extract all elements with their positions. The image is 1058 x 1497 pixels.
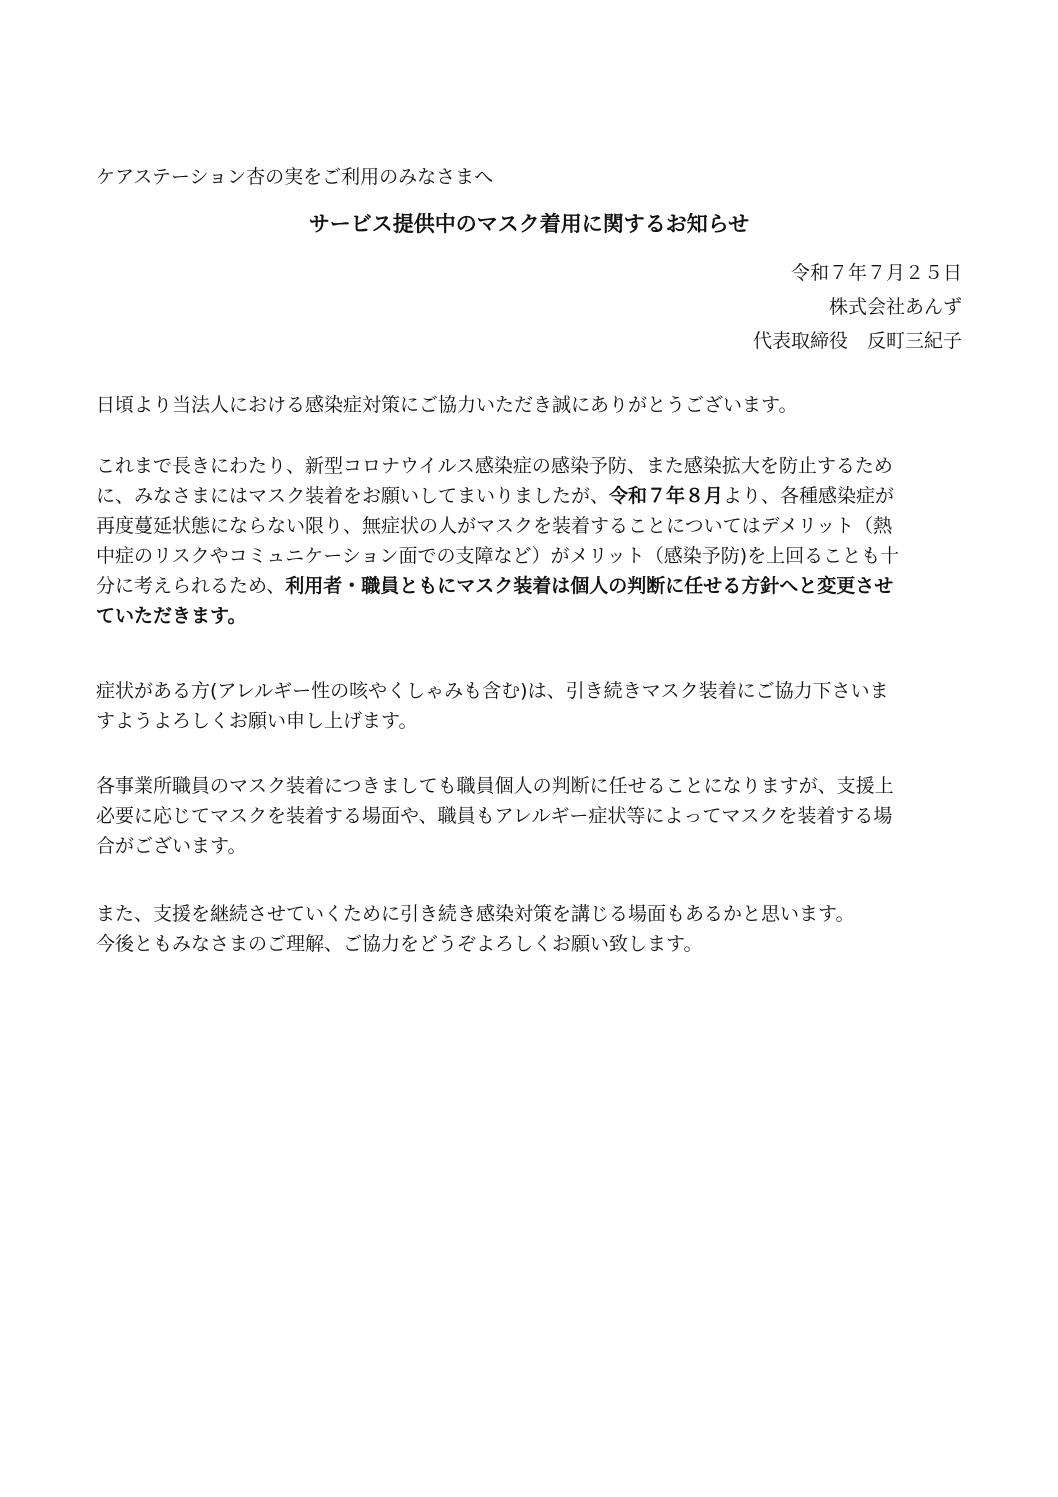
greeting-paragraph: 日頃より当法人における感染症対策にご協力いただき誠にありがとうございます。 [96, 394, 798, 416]
addressee-line: ケアステーション杏の実をご利用のみなさまへ [96, 166, 494, 188]
symptom-paragraph [96, 676, 966, 736]
staff-line-1: 各事業所職員のマスク装着につきましても職員個人の判断に任せることになりますが、支援上 [96, 775, 894, 797]
main-line-1: これまで長きにわたり、新型コロナウイルス感染症の感染予防、また感染拡大を防止するため [96, 455, 893, 477]
main-line-2 [96, 481, 966, 511]
main-line-3: 再度蔓延状態にならない限り、無症状の人がマスクを装着することについてはデメリット（熱 [96, 515, 893, 537]
symptom-line-2: すようよろしくお願い申し上げます。 [96, 710, 418, 732]
staff-line-3: 合がございます。 [96, 835, 247, 857]
policy-change-emphasis: 利用者・職員ともにマスク装着は個人の判断に任せる方針へと変更させ [285, 575, 894, 597]
staff-line-2: 必要に応じてマスクを装着する場面や、職員もアレルギー症状等によってマスクを装着する場 [96, 805, 893, 827]
closing-paragraph [96, 899, 966, 959]
closing-line-1: また、支援を継続させていくために引き続き感染対策を講じる場面もあるかと思います。 [96, 903, 855, 925]
sender-block [753, 256, 962, 358]
main-paragraph [96, 451, 966, 631]
main-line-4: 中症のリスクやコミュニケーション面での支障など）がメリット（感染予防)を上回ることも十 [96, 545, 900, 567]
company-name: 株式会社あんず [828, 296, 962, 318]
main-line-5-text-a: 分に考えられるため、 [96, 575, 286, 597]
main-line-2-text-b: より、各種感染症が [723, 485, 895, 507]
document-title: サービス提供中のマスク着用に関するお知らせ [308, 212, 750, 236]
effective-date-emphasis: 令和７年８月 [609, 485, 724, 507]
policy-change-emphasis-end: ていただきます。 [96, 605, 247, 627]
main-line-2-text-a: に、みなさまにはマスク装着をお願いしてまいりましたが、 [96, 485, 610, 507]
staff-paragraph [96, 771, 966, 861]
symptom-line-1: 症状がある方(アレルギー性の咳やくしゃみも含む)は、引き続きマスク装着にご協力下さいま [96, 680, 889, 702]
main-line-5 [96, 571, 966, 601]
closing-line-2: 今後ともみなさまのご理解、ご協力をどうぞよろしくお願い致します。 [96, 933, 703, 955]
representative-name: 代表取締役 反町三紀子 [752, 330, 962, 352]
issue-date: 令和７年７月２５日 [790, 262, 962, 284]
main-line-6 [96, 601, 966, 631]
